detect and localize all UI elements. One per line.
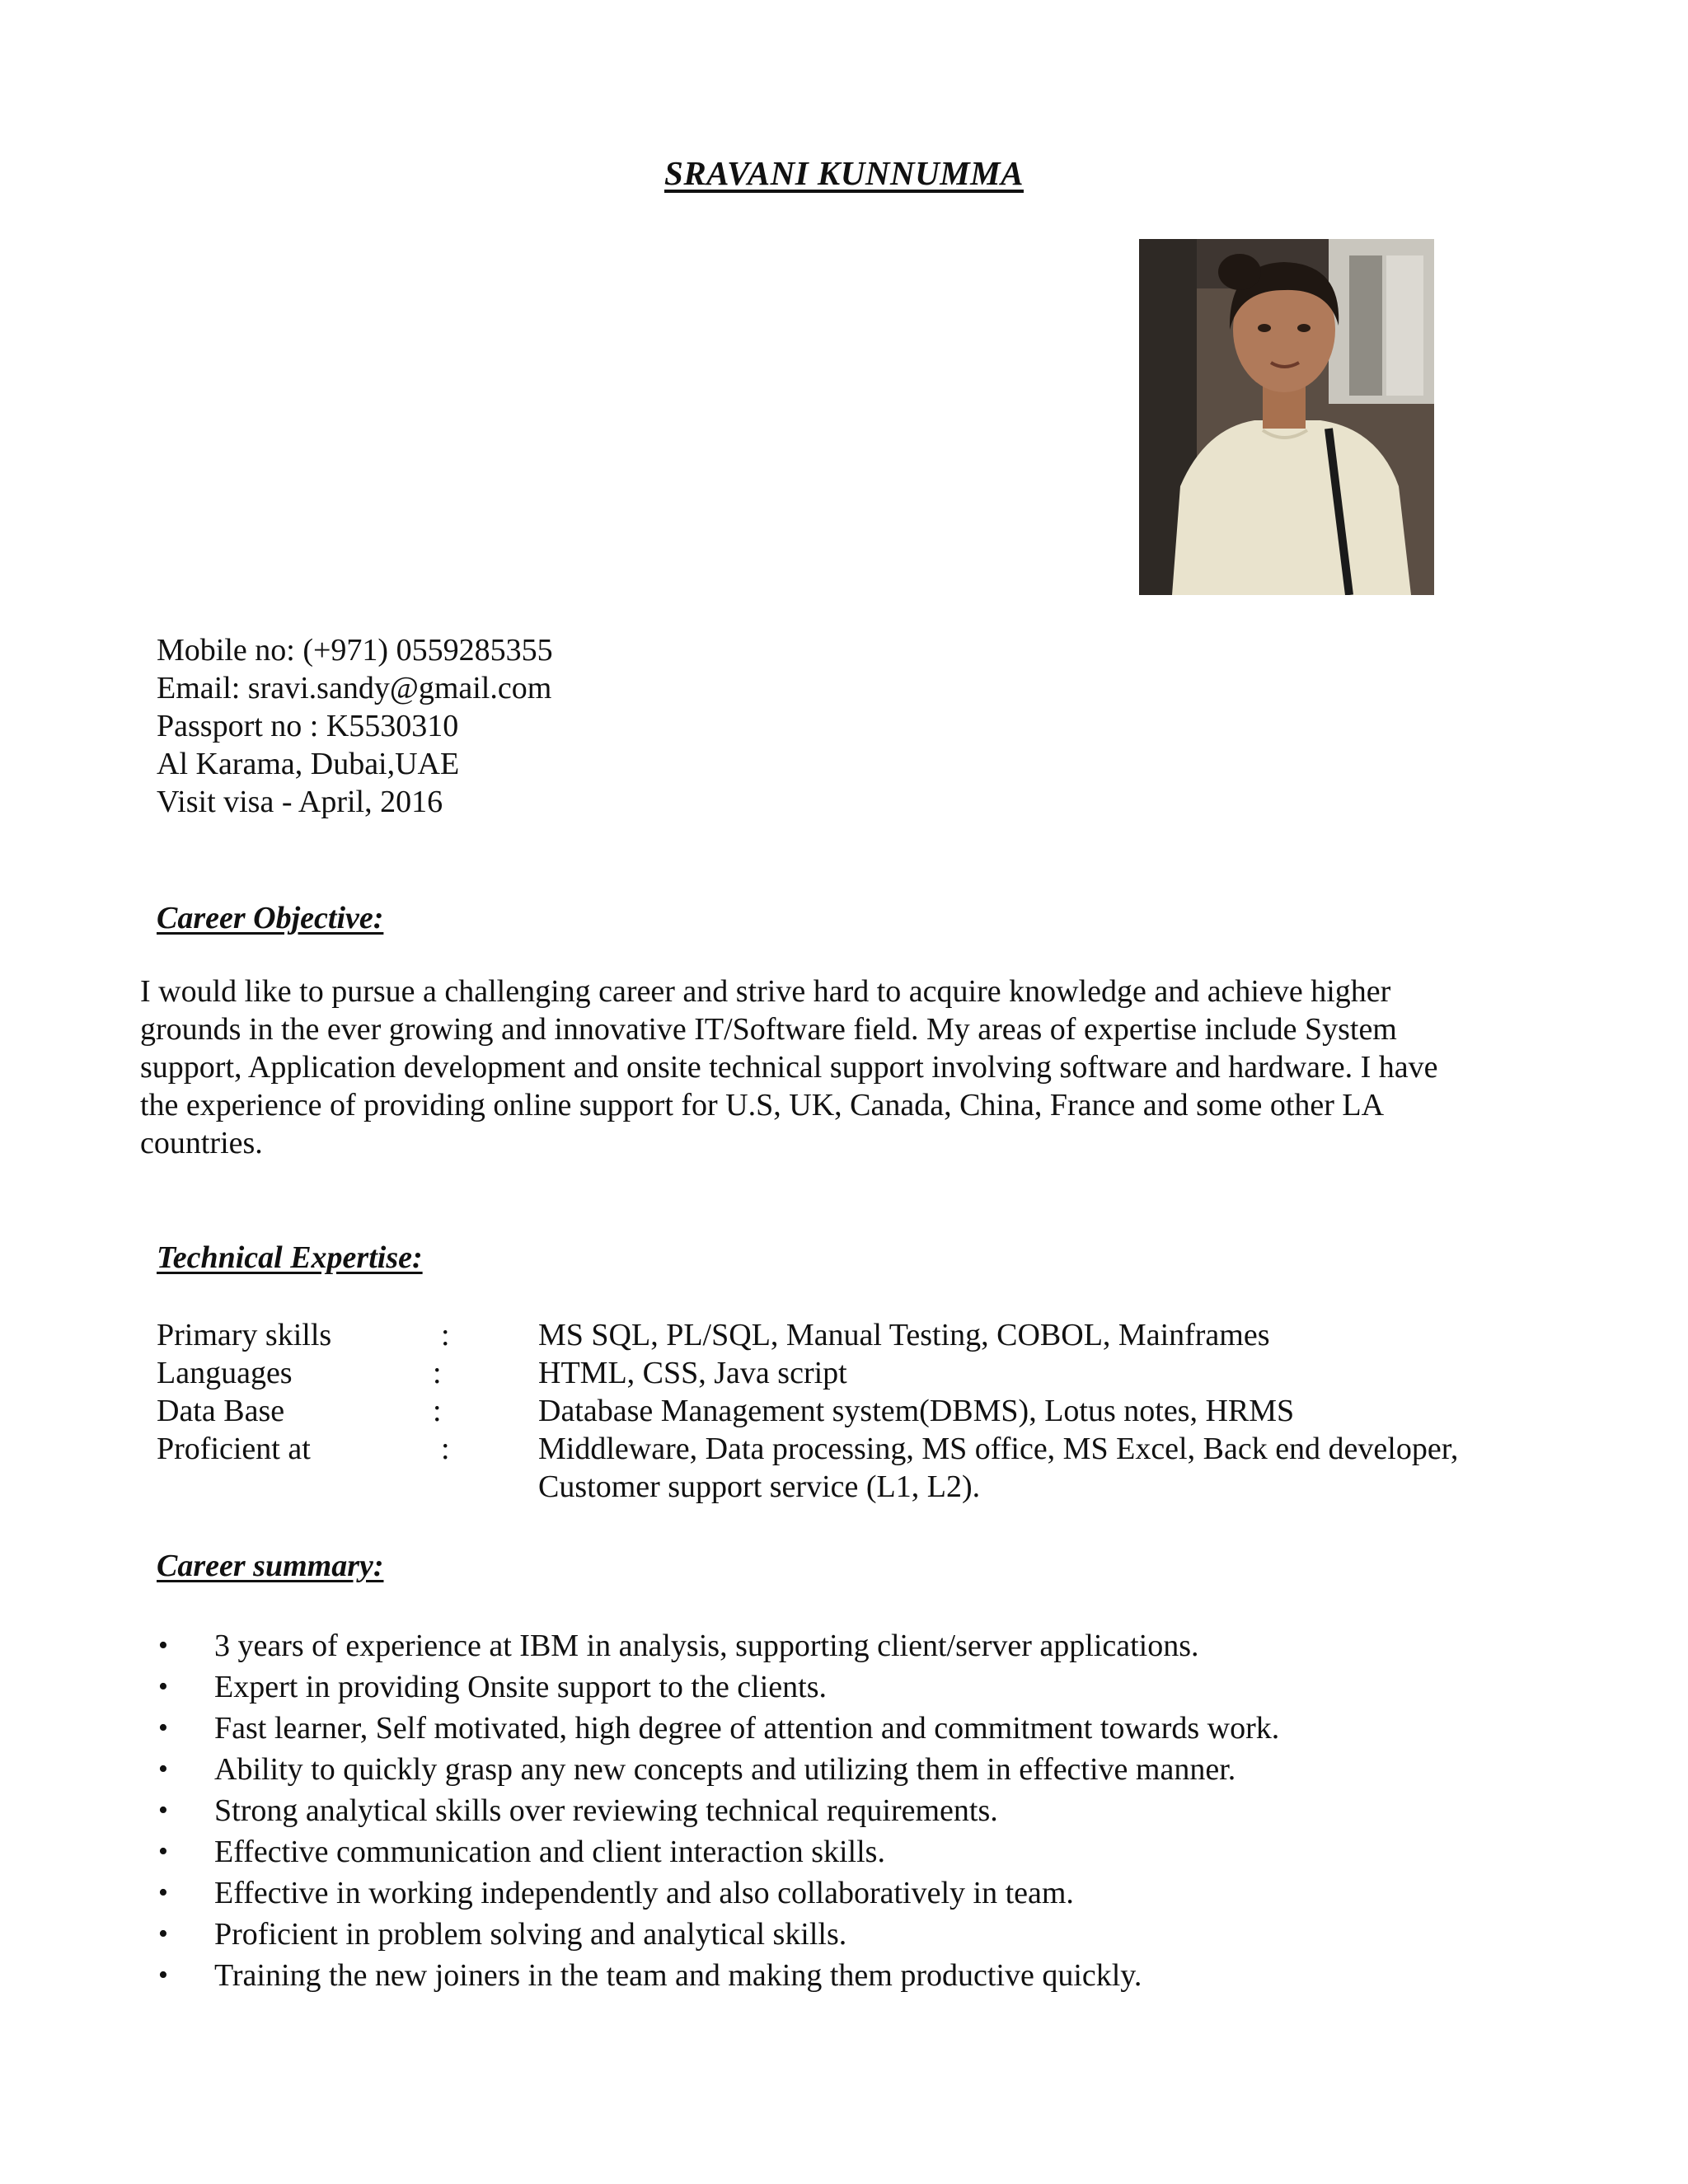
skill-separator: : — [441, 1432, 450, 1466]
career-summary-heading: Career summary: — [157, 1549, 384, 1583]
page-title: SRAVANI KUNNUMMA — [664, 154, 1024, 192]
skill-row-proficient — [157, 1430, 1558, 1506]
skill-value — [538, 1316, 1552, 1354]
objective-line: the experience of providing online support for U.S, UK, Canada, China, France and some other LA — [140, 1088, 1385, 1122]
career-summary-list — [157, 1625, 1279, 1996]
list-item — [157, 1955, 1279, 1996]
list-item-text: Training the new joiners in the team and making them productive quickly. — [214, 1958, 1142, 1993]
bullet-icon: • — [158, 1795, 168, 1825]
address: Al Karama, Dubai,UAE — [157, 747, 460, 781]
skill-label: Languages — [157, 1356, 293, 1390]
list-item — [157, 1914, 1279, 1955]
list-item-text: Effective in working independently and also collaboratively in team. — [214, 1876, 1074, 1910]
career-objective-heading: Career Objective: — [157, 901, 384, 935]
skill-value — [538, 1392, 1552, 1430]
profile-photo — [1139, 239, 1434, 595]
skill-value-line: HTML, CSS, Java script — [538, 1356, 847, 1390]
skill-value — [538, 1430, 1552, 1506]
list-item-text: Fast learner, Self motivated, high degree of attention and commitment towards work. — [214, 1711, 1280, 1746]
contact-block — [157, 631, 553, 821]
bullet-icon: • — [158, 1919, 168, 1949]
objective-line: support, Application development and onsite technical support involving software and hardware. I have — [140, 1050, 1438, 1085]
skill-row-primary — [157, 1316, 1558, 1354]
person-photo-icon — [1139, 239, 1434, 595]
bullet-icon: • — [158, 1960, 168, 1990]
skill-row-database — [157, 1392, 1558, 1430]
skill-value-line: Middleware, Data processing, MS office, MS Excel, Back end developer, — [538, 1432, 1459, 1466]
technical-expertise-table — [157, 1316, 1558, 1506]
skill-label: Primary skills — [157, 1318, 332, 1352]
list-item-text: Expert in providing Onsite support to the clients. — [214, 1670, 828, 1704]
objective-line: grounds in the ever growing and innovative IT/Software field. My areas of expertise include System — [140, 1012, 1397, 1047]
list-item-text: Ability to quickly grasp any new concepts and utilizing them in effective manner. — [214, 1752, 1236, 1787]
list-item — [157, 1708, 1279, 1749]
bullet-icon: • — [158, 1713, 168, 1743]
list-item-text: 3 years of experience at IBM in analysis, supporting client/server applications. — [214, 1629, 1199, 1663]
objective-line: countries. — [140, 1126, 263, 1160]
skill-value — [538, 1354, 1552, 1392]
skill-label: Proficient at — [157, 1432, 311, 1466]
list-item-text: Strong analytical skills over reviewing technical requirements. — [214, 1793, 998, 1828]
list-item-text: Proficient in problem solving and analytical skills. — [214, 1917, 847, 1952]
skill-separator: : — [433, 1394, 442, 1428]
career-objective-text — [140, 972, 1541, 1162]
skill-value-line: Customer support service (L1, L2). — [538, 1469, 981, 1504]
technical-expertise-heading: Technical Expertise: — [157, 1240, 423, 1275]
list-item-text: Effective communication and client interaction skills. — [214, 1835, 885, 1869]
bullet-icon: • — [158, 1671, 168, 1702]
list-item — [157, 1831, 1279, 1872]
bullet-icon: • — [158, 1877, 168, 1908]
skill-label: Data Base — [157, 1394, 285, 1428]
list-item — [157, 1749, 1279, 1790]
email-address: Email: sravi.sandy@gmail.com — [157, 671, 552, 705]
list-item — [157, 1666, 1279, 1708]
visa-status: Visit visa - April, 2016 — [157, 785, 443, 819]
skill-row-languages — [157, 1354, 1558, 1392]
list-item — [157, 1872, 1279, 1914]
objective-line: I would like to pursue a challenging career and strive hard to acquire knowledge and achieve higher — [140, 974, 1391, 1009]
skill-separator: : — [441, 1318, 450, 1352]
bullet-icon: • — [158, 1836, 168, 1867]
list-item — [157, 1790, 1279, 1831]
passport-number: Passport no : K5530310 — [157, 709, 459, 743]
bullet-icon: • — [158, 1754, 168, 1784]
skill-value-line: MS SQL, PL/SQL, Manual Testing, COBOL, Mainframes — [538, 1318, 1270, 1352]
mobile-number: Mobile no: (+971) 0559285355 — [157, 633, 553, 668]
bullet-icon: • — [158, 1630, 168, 1661]
skill-separator: : — [433, 1356, 442, 1390]
list-item — [157, 1625, 1279, 1666]
skill-value-line: Database Management system(DBMS), Lotus notes, HRMS — [538, 1394, 1295, 1428]
